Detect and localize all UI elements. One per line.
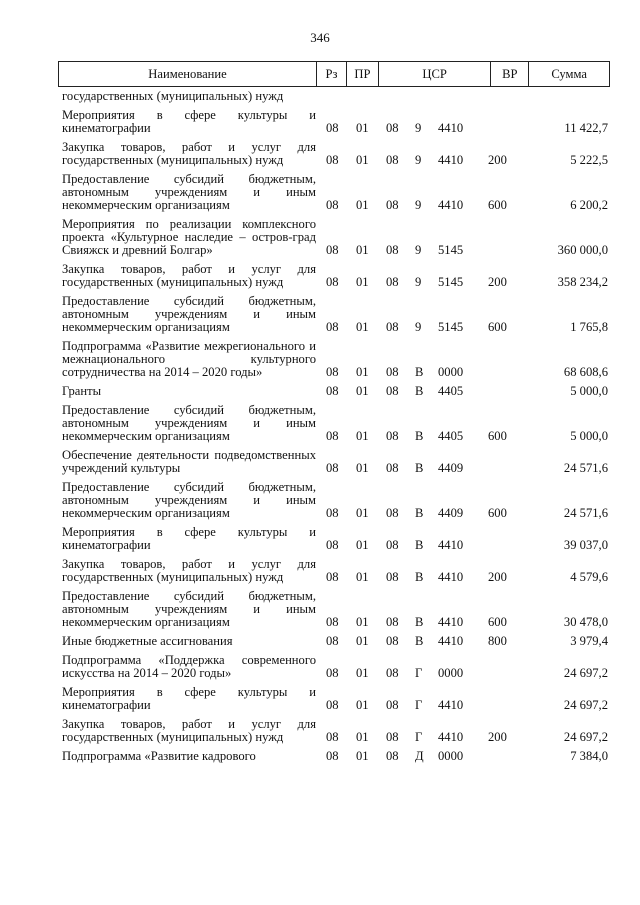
row-vr: 600 bbox=[488, 615, 507, 629]
table-row bbox=[58, 526, 610, 552]
row-name: Предоставление субсидий бюджетным, автономным учреждениям и иным некоммерческим организациям bbox=[62, 589, 316, 629]
row-c3: 4410 bbox=[438, 121, 464, 135]
header-vr: ВР bbox=[490, 62, 528, 86]
row-rz: 08 bbox=[326, 275, 339, 289]
row-c2: В bbox=[415, 634, 424, 648]
table-row bbox=[58, 295, 610, 334]
row-vr: 600 bbox=[488, 198, 507, 212]
table-row bbox=[58, 449, 610, 475]
row-pr: 01 bbox=[356, 570, 369, 584]
row-pr: 01 bbox=[356, 538, 369, 552]
row-sum: 24 571,6 bbox=[563, 506, 608, 520]
row-pr: 01 bbox=[356, 666, 369, 680]
row-pr: 01 bbox=[356, 153, 369, 167]
row-sum: 5 000,0 bbox=[570, 384, 608, 398]
row-c2: В bbox=[415, 384, 424, 398]
row-sum: 1 765,8 bbox=[570, 320, 608, 334]
row-rz: 08 bbox=[326, 384, 339, 398]
row-c1: 08 bbox=[386, 730, 399, 744]
row-name: Закупка товаров, работ и услуг для государственных (муниципальных) нужд bbox=[62, 140, 316, 167]
row-pr: 01 bbox=[356, 506, 369, 520]
row-name: Предоставление субсидий бюджетным, автономным учреждениям и иным некоммерческим организациям bbox=[62, 294, 316, 334]
row-name: Подпрограмма «Поддержка современного искусства на 2014 – 2020 годы» bbox=[62, 653, 316, 680]
row-c3: 0000 bbox=[438, 749, 464, 763]
row-c2: В bbox=[415, 538, 424, 552]
row-pr: 01 bbox=[356, 121, 369, 135]
row-name: Подпрограмма «Развитие кадрового bbox=[62, 749, 256, 763]
row-name: Закупка товаров, работ и услуг для государственных (муниципальных) нужд bbox=[62, 262, 316, 289]
row-sum: 39 037,0 bbox=[563, 538, 608, 552]
row-c3: 4410 bbox=[438, 730, 464, 744]
row-name: Мероприятия по реализации комплексного проекта «Культурное наследие – остров-град Свияжск и древний Болгар» bbox=[62, 217, 316, 257]
table-row bbox=[58, 481, 610, 520]
row-pr: 01 bbox=[356, 634, 369, 648]
row-c1: 08 bbox=[386, 538, 399, 552]
row-c1: 08 bbox=[386, 506, 399, 520]
row-vr: 800 bbox=[488, 634, 507, 648]
table-row bbox=[58, 558, 610, 584]
row-c3: 4410 bbox=[438, 698, 464, 712]
table-row bbox=[58, 635, 610, 648]
table-row bbox=[58, 340, 610, 379]
row-c1: 08 bbox=[386, 198, 399, 212]
row-pr: 01 bbox=[356, 365, 369, 379]
row-c3: 4409 bbox=[438, 461, 464, 475]
row-name: Иные бюджетные ассигнования bbox=[62, 634, 233, 648]
row-name: Мероприятия в сфере культуры и кинематографии bbox=[62, 525, 316, 552]
row-sum: 24 571,6 bbox=[563, 461, 608, 475]
row-rz: 08 bbox=[326, 320, 339, 334]
row-c3: 0000 bbox=[438, 365, 464, 379]
row-rz: 08 bbox=[326, 198, 339, 212]
table-row bbox=[58, 686, 610, 712]
row-c1: 08 bbox=[386, 429, 399, 443]
row-rz: 08 bbox=[326, 506, 339, 520]
row-name: Предоставление субсидий бюджетным, автономным учреждениям и иным некоммерческим организациям bbox=[62, 403, 316, 443]
row-c3: 0000 bbox=[438, 666, 464, 680]
row-c3: 5145 bbox=[438, 275, 464, 289]
row-rz: 08 bbox=[326, 615, 339, 629]
row-pr: 01 bbox=[356, 429, 369, 443]
row-rz: 08 bbox=[326, 538, 339, 552]
row-pr: 01 bbox=[356, 275, 369, 289]
row-c3: 4405 bbox=[438, 429, 464, 443]
row-c3: 4410 bbox=[438, 634, 464, 648]
row-c1: 08 bbox=[386, 153, 399, 167]
row-c2: Д bbox=[415, 749, 424, 763]
row-name: Закупка товаров, работ и услуг для государственных (муниципальных) нужд bbox=[62, 557, 316, 584]
row-c2: В bbox=[415, 365, 424, 379]
table-row bbox=[58, 385, 610, 398]
header-rz: Рз bbox=[316, 62, 346, 86]
row-c2: Г bbox=[415, 730, 423, 744]
row-c1: 08 bbox=[386, 320, 399, 334]
row-sum: 24 697,2 bbox=[563, 666, 608, 680]
budget-table bbox=[58, 61, 610, 763]
row-vr: 200 bbox=[488, 730, 507, 744]
row-sum: 30 478,0 bbox=[563, 615, 608, 629]
row-name: Предоставление субсидий бюджетным, автономным учреждениям и иным некоммерческим организациям bbox=[62, 172, 316, 212]
row-c3: 4405 bbox=[438, 384, 464, 398]
row-c2: 9 bbox=[415, 275, 422, 289]
table-row bbox=[58, 654, 610, 680]
row-c1: 08 bbox=[386, 243, 399, 257]
row-sum: 5 000,0 bbox=[570, 429, 608, 443]
row-c3: 4409 bbox=[438, 506, 464, 520]
row-c3: 5145 bbox=[438, 243, 464, 257]
table-row bbox=[58, 173, 610, 212]
row-rz: 08 bbox=[326, 365, 339, 379]
row-c1: 08 bbox=[386, 121, 399, 135]
row-c3: 4410 bbox=[438, 570, 464, 584]
row-c1: 08 bbox=[386, 698, 399, 712]
row-rz: 08 bbox=[326, 429, 339, 443]
row-name: Подпрограмма «Развитие межрегионального и межнационального культурного сотрудничества на 2014 – 2020 годы» bbox=[62, 339, 316, 379]
row-c2: В bbox=[415, 570, 424, 584]
row-rz: 08 bbox=[326, 570, 339, 584]
row-c2: В bbox=[415, 615, 424, 629]
row-c2: В bbox=[415, 506, 424, 520]
row-c1: 08 bbox=[386, 634, 399, 648]
page-number: 346 bbox=[310, 30, 330, 45]
row-name: Предоставление субсидий бюджетным, автономным учреждениям и иным некоммерческим организациям bbox=[62, 480, 316, 520]
row-sum: 360 000,0 bbox=[557, 243, 608, 257]
row-c2: 9 bbox=[415, 153, 422, 167]
row-sum: 68 608,6 bbox=[563, 365, 608, 379]
row-c1: 08 bbox=[386, 275, 399, 289]
row-c2: 9 bbox=[415, 121, 422, 135]
row-c1: 08 bbox=[386, 461, 399, 475]
table-row bbox=[58, 263, 610, 289]
row-c1: 08 bbox=[386, 570, 399, 584]
row-c2: Г bbox=[415, 698, 423, 712]
row-c1: 08 bbox=[386, 615, 399, 629]
table-row bbox=[58, 590, 610, 629]
row-c2: В bbox=[415, 429, 424, 443]
table-row bbox=[58, 718, 610, 744]
row-name: Мероприятия в сфере культуры и кинематографии bbox=[62, 685, 316, 712]
row-name: Закупка товаров, работ и услуг для государственных (муниципальных) нужд bbox=[62, 717, 316, 744]
row-pr: 01 bbox=[356, 615, 369, 629]
row-pr: 01 bbox=[356, 198, 369, 212]
row-pr: 01 bbox=[356, 730, 369, 744]
row-name: Мероприятия в сфере культуры и кинематографии bbox=[62, 108, 316, 135]
row-rz: 08 bbox=[326, 121, 339, 135]
row-rz: 08 bbox=[326, 698, 339, 712]
row-vr: 600 bbox=[488, 506, 507, 520]
row-sum: 11 422,7 bbox=[564, 121, 608, 135]
row-c3: 4410 bbox=[438, 198, 464, 212]
row-pr: 01 bbox=[356, 384, 369, 398]
row-sum: 24 697,2 bbox=[563, 730, 608, 744]
row-rz: 08 bbox=[326, 243, 339, 257]
row-sum: 24 697,2 bbox=[563, 698, 608, 712]
row-c2: 9 bbox=[415, 198, 422, 212]
row-name: Обеспечение деятельности подведомственных учреждений культуры bbox=[62, 448, 316, 475]
row-c1: 08 bbox=[386, 365, 399, 379]
row-c2: 9 bbox=[415, 243, 422, 257]
table-body bbox=[58, 109, 610, 763]
row-vr: 200 bbox=[488, 570, 507, 584]
table-row bbox=[58, 141, 610, 167]
row-rz: 08 bbox=[326, 749, 339, 763]
row-vr: 600 bbox=[488, 320, 507, 334]
row-rz: 08 bbox=[326, 153, 339, 167]
table-row bbox=[58, 750, 610, 763]
row-pr: 01 bbox=[356, 243, 369, 257]
row-rz: 08 bbox=[326, 666, 339, 680]
row-c2: 9 bbox=[415, 320, 422, 334]
row-rz: 08 bbox=[326, 461, 339, 475]
row-c1: 08 bbox=[386, 666, 399, 680]
row-sum: 5 222,5 bbox=[570, 153, 608, 167]
row-sum: 3 979,4 bbox=[570, 634, 608, 648]
header-pr: ПР bbox=[346, 62, 378, 86]
row-rz: 08 bbox=[326, 730, 339, 744]
row-sum: 6 200,2 bbox=[570, 198, 608, 212]
row-pr: 01 bbox=[356, 749, 369, 763]
row-vr: 200 bbox=[488, 153, 507, 167]
row-c2: В bbox=[415, 461, 424, 475]
table-row bbox=[58, 109, 610, 135]
row-name: Гранты bbox=[62, 384, 102, 398]
row-sum: 7 384,0 bbox=[570, 749, 608, 763]
row-vr: 600 bbox=[488, 429, 507, 443]
row-c1: 08 bbox=[386, 384, 399, 398]
row-pr: 01 bbox=[356, 461, 369, 475]
row-c2: Г bbox=[415, 666, 423, 680]
row-c3: 4410 bbox=[438, 153, 464, 167]
row-c1: 08 bbox=[386, 749, 399, 763]
row-c3: 5145 bbox=[438, 320, 464, 334]
row-sum: 358 234,2 bbox=[557, 275, 608, 289]
continuation-text: государственных (муниципальных) нужд bbox=[62, 89, 284, 103]
header-sum: Сумма bbox=[528, 62, 609, 86]
row-pr: 01 bbox=[356, 320, 369, 334]
row-sum: 4 579,6 bbox=[570, 570, 608, 584]
row-rz: 08 bbox=[326, 634, 339, 648]
table-header bbox=[58, 61, 610, 87]
table-row bbox=[58, 218, 610, 257]
header-csr: ЦСР bbox=[378, 62, 491, 86]
row-pr: 01 bbox=[356, 698, 369, 712]
header-name: Наименование bbox=[148, 66, 227, 81]
row-c3: 4410 bbox=[438, 538, 464, 552]
row-vr: 200 bbox=[488, 275, 507, 289]
table-row bbox=[58, 404, 610, 443]
row-c3: 4410 bbox=[438, 615, 464, 629]
